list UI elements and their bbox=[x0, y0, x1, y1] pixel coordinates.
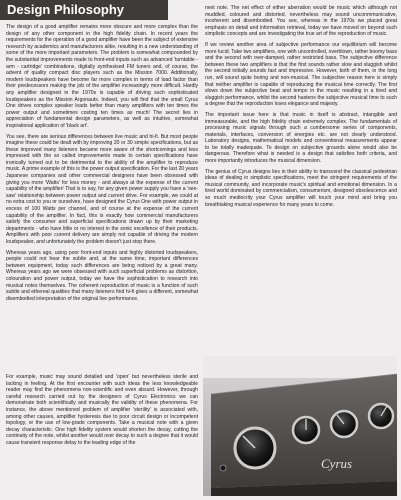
right-paragraph-2: If we review another area of subjective performance our equilibrium will become more lucid. Take two amplifiers, one with uncontrolled, overblown, rather boomy bass and the second with over-damped, rather restricted bass. The subjective difference between these two amplifiers is that the first sounds rather slow and sluggish whilst the second initially sounds fast and impressive. However, both of them, in the long run, will sound quite boring and non-musical. The subjective reason here is simply that neither amplifier is capable of reproducing the musical time correctly. The first slows down the subjective beat and tempo in the music resulting in a tired and sluggish performance, whilst the second hastens the subjective musical time to such a degree that the reproduction loses elegance and majesty. bbox=[205, 41, 397, 108]
left-column-bottom bbox=[6, 374, 198, 451]
left-paragraph-3: Whereas years ago, using poor front-end inputs and highly distorted loudspeakers, people could not hear the subtle and, at the same time, important differences between equipment, today such differences are being noticed by a great many. Whereas years ago we were obsessed with such superficial problems as distortion, colouration and power output, today we have the sophistication to research into musical notes themselves. The coherent reproduction of music is a function of such subtle and ethereal qualities that many listeners find hi-fi gives a different, somewhat disembodied interpretation of the original live performance. bbox=[6, 249, 198, 302]
left-column bbox=[6, 24, 198, 306]
cyrus-logo: Cyrus bbox=[321, 456, 353, 471]
left-paragraph-4: For example, music may sound detailed and 'open' but nevertheless sterile and lacking in feeling. At the first encounter with such ideas the less knowledgeable reader may find the phenomena non-scientific and even absurd. However, through careful research carried out by the designers of Cyrus Electronics we can demonstrate both scientifically and musically the validity of these phenomena. For instance, the above mentioned problem of amplifier 'sterility' is associated with, among other causes, amplifier hysteresis due to poor circuit design or incompetent topology, or the use of low-grade components. Take a musical note with a given decay characteristic. One high fidelity system would shorten the decay, cutting the continuity of the note, whilst another would over decay to such a degree that it would cause transient response delay to the leading edge of the bbox=[6, 374, 198, 446]
left-paragraph-1: The design of a good amplifier remains more obscure and more complex than the design of any other component in the high fidelity chain. In recent years the requirements for the operation of a good amplifier have been the subject of extensive research by academics and manufacturers alike, resulting in a new understanding of some of the more important parameters. The problem is somewhat compounded by the substantial improvements made to front-end inputs such as advanced 'turntable - arm - cartridge' combinations, digitally synthesised FM tuners and, of course, the advent of quality compact disc players such as the Mission 7000. Additionally, modern loudspeakers have become far more complex in terms of load factor than their predecessors making the job of the amplifier increasingly more difficult. Hardly any amplifier designed in the 1970s is capable of driving such sophisticated loudspeakers as the Mission Argonauts. Indeed, you will find that the small Cyrus One drives complex speaker loads better than many amplifiers with ten times the power output and sometimes costing ten times as much! The secret lies in appreciation of fundamental design parameters, as well as intuitive, somewhat inspirational application of 'black art'. bbox=[6, 24, 198, 129]
heading-bar bbox=[0, 0, 168, 20]
text-overlap-area bbox=[203, 356, 397, 378]
left-paragraph-2: You see, there are serious differences between live music and hi-fi. But most people imagine these could be dealt with by improving 20 or 30 simple specifications, but as these improved many listeners became more aware of the shortcomings and less impressed with the so called improvements made to certain specifications have ironically turned out to be detrimental to the ability of the amplifier to reproduce music. A prime example of this is the power output specification. For the last 20 years Japanese companies and other commercial designers have been obsessed with giving you more 'Watts' for less money - and always at the expense of the current capability of the amplifier! That is to say, for any given power supply you have a 'see-saw' relationship between power output and current drive. For example, we could at no extra cost to you or ourselves, have designed the Cyrus One with power output in excess of 100 Watts per channel, and of course at the expense of the current capability of the amplifier. In fact, this is exactly how commercial manufacturers satisfy the consumer and superficial specifications drawn up by their marketing departments - who have little or no interest in the sonic excellence of their products. Amplifiers with poor current delivery are simply not capable of driving the modern loudspeaker, and unfortunately the problem doesn't just stop there. bbox=[6, 133, 198, 245]
power-led-icon bbox=[220, 465, 226, 471]
page-heading: Design Philosophy bbox=[7, 2, 125, 17]
amplifier-illustration bbox=[203, 356, 397, 496]
right-paragraph-4: The genius of Cyrus designs lies in their ability to transcend the classical pedestrian ideas of dealing in simplistic specifications, meet the stringent requirements of the musical community, and incorporate music's spiritual and emotional dimension. In a tired world dominated by commercialism, consumerism, designed obsolescence and so much mediocrity your Cyrus amplifier will touch your mind and bring you breathtaking musical experience for many years to come. bbox=[205, 168, 397, 208]
right-column bbox=[205, 5, 397, 212]
right-paragraph-1: next note. The net effect of either aberration would be music which although not muddled, coloured and distorted, nevertheless may sound unconmmunicative, incoherent and disembodied. You see, whereas in the 1970s we placed great emphasis on detail and information retrieval, today we have moved on beyond such simplistic concepts and are investigating the true art of the reproduction of music. bbox=[205, 5, 397, 38]
right-paragraph-3: The important issue here is that music in itself is abstract, intangible and immeasurable, and the high fidelity chain extremely complex. The fundamentals of processing music signals through such a cumbersome series of components, materials, interfaces, conversion of energies etc. are not clearly understood. Laboratory designs, mathematical models and conventional measurements appear to be totally inadequate. To design on subjective grounds alone would also be dangerous. Therefore what is needed is a design that satisfies both criteria, and more importantly introduces the musical dimension. bbox=[205, 111, 397, 165]
amplifier-photo bbox=[203, 356, 397, 496]
